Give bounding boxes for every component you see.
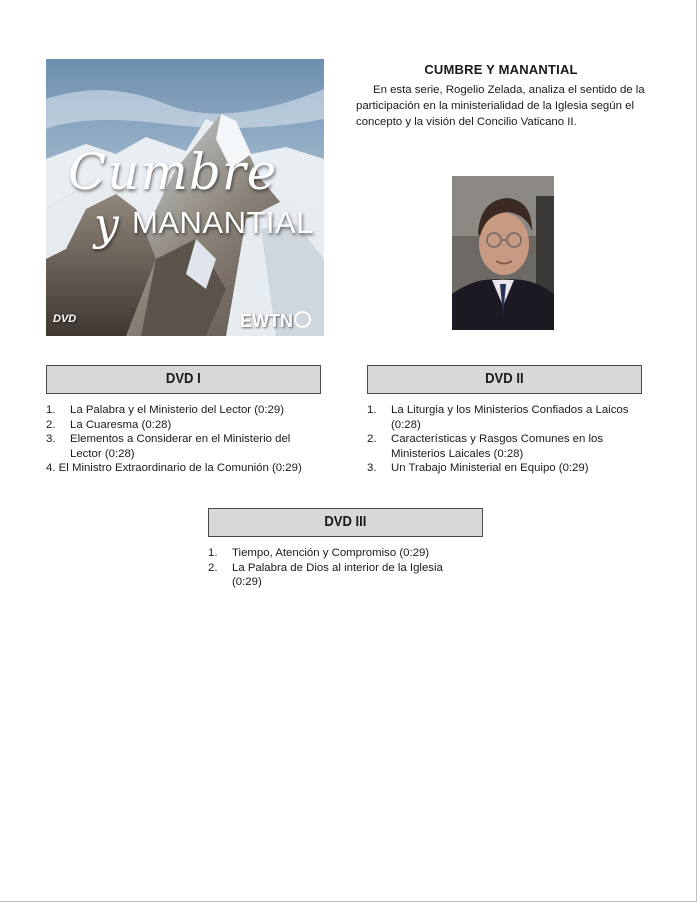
- item-text: La Palabra de Dios al interior de la Iglesia (0:29): [232, 561, 443, 588]
- dvd2-episode-list: [367, 403, 667, 476]
- list-item: [46, 403, 346, 418]
- item-text: La Cuaresma (0:28): [70, 418, 172, 431]
- series-description: En esta serie, Rogelio Zelada, analiza el sentido de la participación en la ministerialidad de la Iglesia según el concepto y la visión del Concilio Vaticano II.: [356, 84, 645, 128]
- presenter-portrait-illustration: [452, 176, 554, 330]
- list-item: [46, 461, 346, 476]
- dvd3-header: [208, 508, 483, 537]
- item-text: 4. El Ministro Extraordinario de la Comunión (0:29): [46, 462, 302, 474]
- item-number: 1.: [208, 547, 218, 559]
- item-number: 3.: [46, 433, 56, 445]
- item-text: Elementos a Considerar en el Ministerio del Lector (0:28): [70, 433, 291, 460]
- cover-title-main: MANANTIAL: [132, 205, 314, 240]
- dvd3-episode-list: [208, 546, 483, 590]
- list-item: [46, 418, 346, 433]
- item-text: La Liturgia y los Ministerios Confiados a Laicos (0:28): [391, 404, 629, 431]
- dvd2-header: [367, 365, 642, 394]
- dvd-logo: DVD: [53, 313, 77, 325]
- network-logo: [240, 311, 311, 332]
- list-item: [208, 546, 483, 561]
- item-text: La Palabra y el Ministerio del Lector (0:29): [70, 404, 284, 416]
- item-text: Características y Rasgos Comunes en los Ministerios Laicales (0:28): [391, 433, 604, 460]
- item-number: 3.: [367, 462, 377, 474]
- list-item: [367, 461, 667, 476]
- cover-title-script: Cumbre: [68, 143, 278, 201]
- item-number: 1.: [367, 404, 377, 416]
- network-logo-text: EWTN: [240, 311, 293, 331]
- list-item: [46, 432, 346, 461]
- series-title: CUMBRE Y MANANTIAL: [424, 62, 578, 77]
- item-number: 2.: [46, 418, 56, 431]
- item-text: Tiempo, Atención y Compromiso (0:29): [232, 547, 430, 559]
- item-number: 2.: [367, 433, 377, 445]
- cover-title-connector: y: [94, 199, 119, 250]
- dvd1-header: [46, 365, 321, 394]
- list-item: [367, 432, 667, 461]
- dvd-cover-image: [46, 59, 324, 336]
- dvd1-episode-list: [46, 403, 346, 476]
- globe-icon: [294, 311, 311, 328]
- dvd1-header-label: DVD I: [166, 371, 201, 387]
- item-number: 2.: [208, 561, 218, 574]
- item-number: 1.: [46, 404, 56, 416]
- list-item: [208, 561, 483, 590]
- item-text: Un Trabajo Ministerial en Equipo (0:29): [391, 462, 589, 474]
- presenter-photo: [452, 176, 554, 330]
- dvd3-header-label: DVD III: [324, 514, 367, 530]
- list-item: [367, 403, 667, 432]
- dvd2-header-label: DVD II: [485, 371, 524, 387]
